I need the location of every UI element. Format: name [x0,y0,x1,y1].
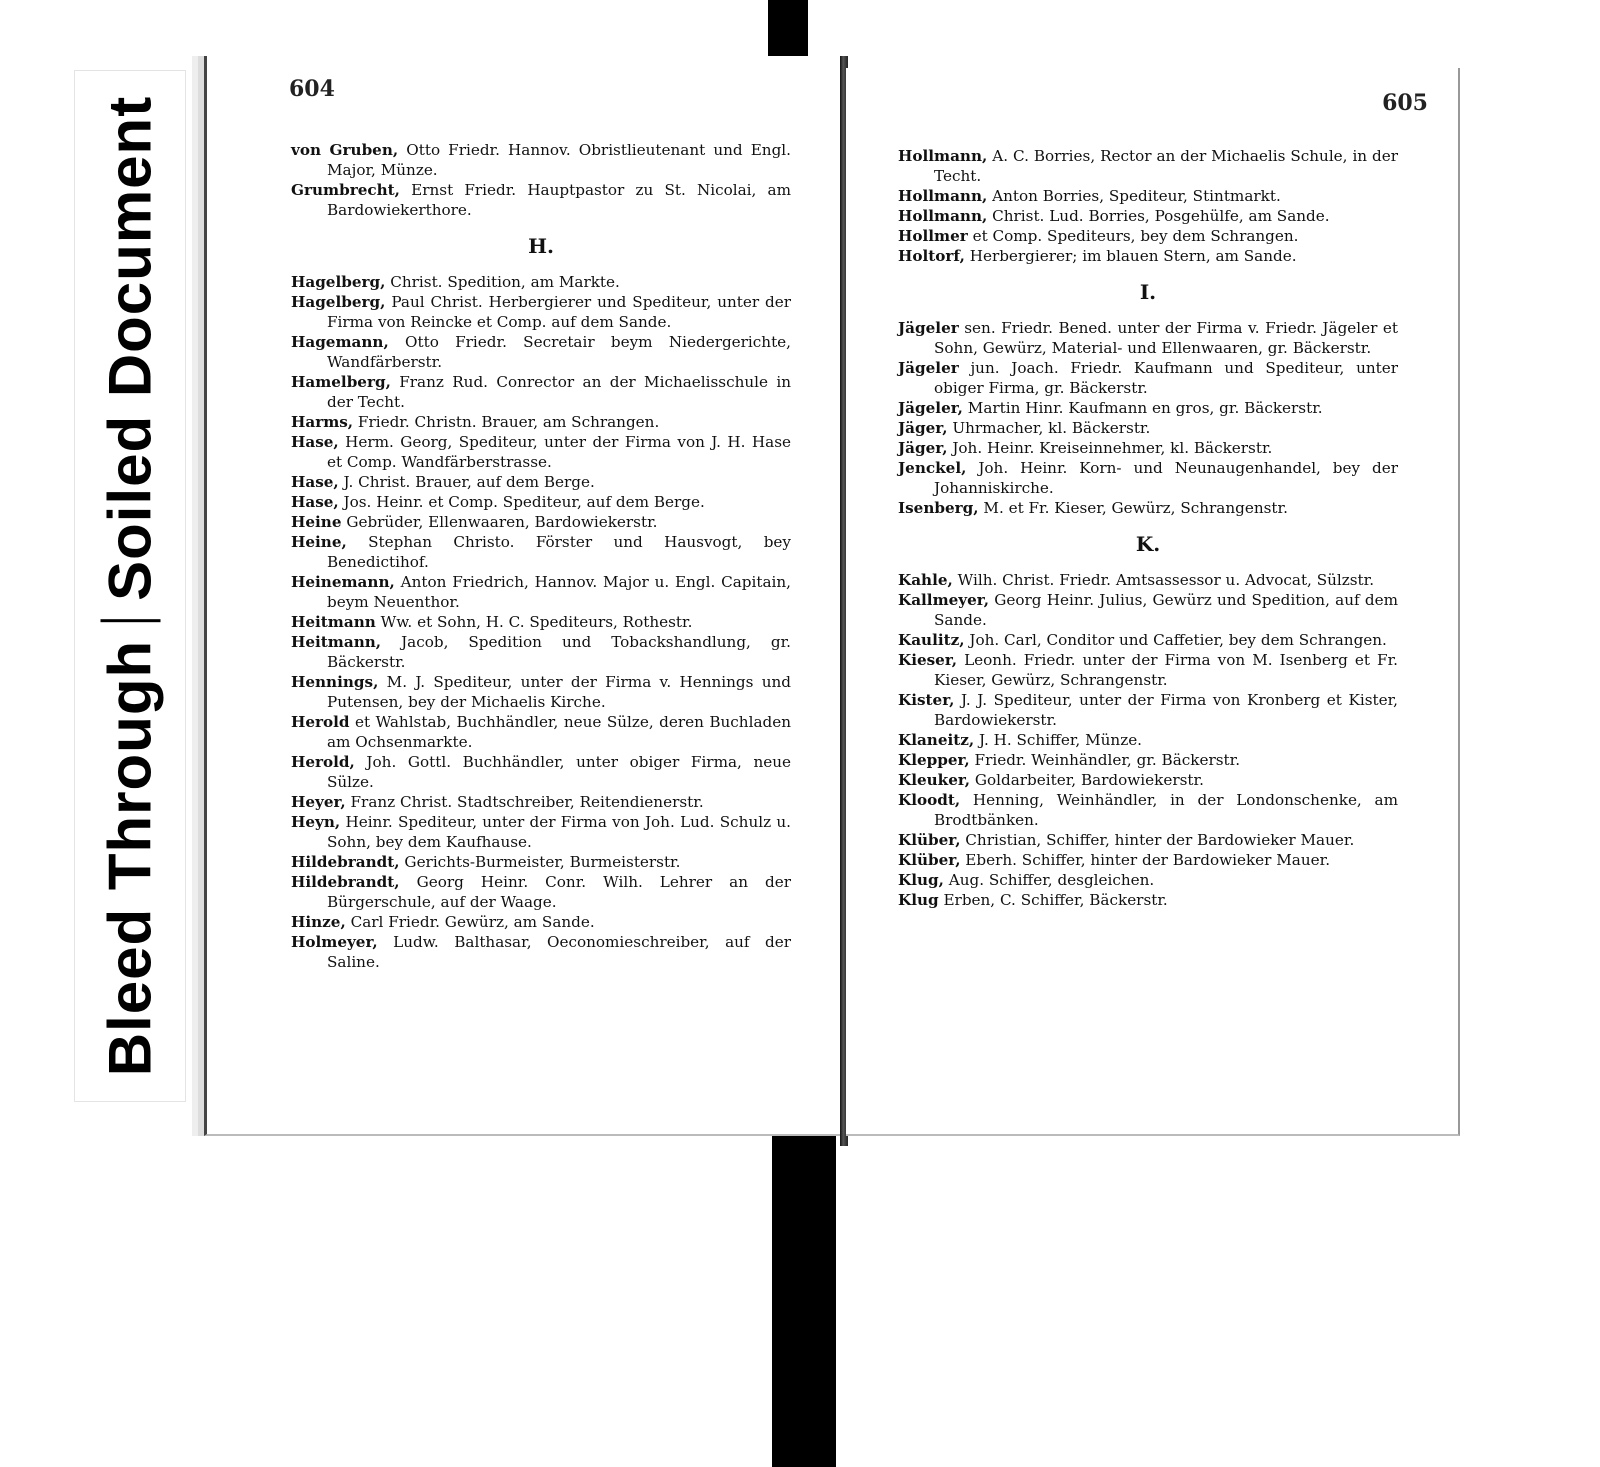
directory-entry [898,358,1398,398]
entry-name: Hildebrandt, [291,873,400,891]
directory-entry [898,590,1398,630]
entry-details: Franz Christ. Stadtschreiber, Reitendienerstr. [345,793,704,811]
entry-name: Herold, [291,753,355,771]
entry-name: Klaneitz, [898,731,975,749]
directory-entry [291,612,791,632]
left-page-column [291,140,791,972]
directory-entry [291,432,791,472]
entry-details: Georg Heinr. Julius, Gewürz und Spedition, auf dem Sande. [934,591,1398,629]
entry-name: Klug [898,891,939,909]
entry-name: Klüber, [898,831,961,849]
entry-details: Stephan Christo. Förster und Hausvogt, bey Benedictihof. [327,533,791,571]
directory-entry [291,812,791,852]
left-page-number: 604 [289,76,335,102]
bleed-through-label: Bleed Through [96,639,164,1077]
directory-entry [291,472,791,492]
entry-details: Joh. Carl, Conditor und Caffetier, bey dem Schrangen. [964,631,1387,649]
right-page-number: 605 [1382,90,1428,116]
directory-entry [898,398,1398,418]
right-page-column [898,146,1398,910]
entry-name: Kieser, [898,651,958,669]
entry-name: Hennings, [291,673,379,691]
entry-details: Friedr. Weinhändler, gr. Bäckerstr. [969,751,1241,769]
entry-details: Anton Borries, Spediteur, Stintmarkt. [987,187,1281,205]
entry-details: Jacob, Spedition und Tobackshandlung, gr. Bäckerstr. [327,633,791,671]
document-status-label [74,70,186,1102]
entry-name: Heine, [291,533,347,551]
entry-details: Ernst Friedr. Hauptpastor zu St. Nicolai, am Bardowiekerthore. [327,181,791,219]
entry-name: Hagemann, [291,333,389,351]
directory-entry [291,792,791,812]
entry-name: Kloodt, [898,791,961,809]
directory-entry [291,712,791,752]
directory-entry [291,912,791,932]
entry-details: Wilh. Christ. Friedr. Amtsassessor u. Advocat, Sülzstr. [952,571,1375,589]
entry-name: Heine [291,513,342,531]
directory-entry [898,750,1398,770]
entry-name: Hollmann, [898,147,988,165]
directory-entry [898,206,1398,226]
directory-entry [291,672,791,712]
entry-name: Klüber, [898,851,961,869]
entry-name: Hollmann, [898,187,988,205]
directory-entry [898,630,1398,650]
directory-entry [898,730,1398,750]
directory-entry [291,872,791,912]
entry-name: Holtorf, [898,247,965,265]
entry-name: Hollmann, [898,207,988,225]
entry-name: von Gruben, [291,141,399,159]
entry-details: Joh. Heinr. Korn- und Neunaugenhandel, bey der Johanniskirche. [934,459,1398,497]
directory-entry [898,438,1398,458]
entry-details: Jos. Heinr. et Comp. Spediteur, auf dem Berge. [338,493,705,511]
directory-entry [291,332,791,372]
entry-details: Herbergierer; im blauen Stern, am Sande. [964,247,1297,265]
entry-details: Joh. Gottl. Buchhändler, unter obiger Firma, neue Sülze. [327,753,791,791]
entry-name: Heitmann [291,613,376,631]
directory-entry [898,226,1398,246]
entry-name: Jäger, [898,419,948,437]
entry-details: Carl Friedr. Gewürz, am Sande. [345,913,595,931]
entry-details: A. C. Borries, Rector an der Michaelis Schule, in der Techt. [934,147,1398,185]
directory-entry [291,412,791,432]
soiled-document-label: Soiled Document [96,95,164,601]
entry-details: Heinr. Spediteur, unter der Firma von Joh. Lud. Schulz u. Sohn, bey dem Kaufhause. [327,813,791,851]
label-separator [100,619,160,622]
entry-name: Kister, [898,691,955,709]
directory-entry [898,850,1398,870]
directory-entry [898,186,1398,206]
directory-entry [291,572,791,612]
left-page [204,56,847,1136]
entry-details: jun. Joach. Friedr. Kaufmann und Spediteur, unter obiger Firma, gr. Bäckerstr. [934,359,1398,397]
entry-details: Leonh. Friedr. unter der Firma von M. Isenberg et Fr. Kieser, Gewürz, Schrangenstr. [934,651,1398,689]
directory-entry [898,498,1398,518]
entry-name: Heyn, [291,813,341,831]
directory-entry [291,752,791,792]
section-letter-heading: H. [528,234,554,258]
entry-details: J. J. Spediteur, unter der Firma von Kronberg et Kister, Bardowiekerstr. [934,691,1398,729]
entry-name: Hinze, [291,913,346,931]
entry-details: sen. Friedr. Bened. unter der Firma v. Friedr. Jägeler et Sohn, Gewürz, Material- und Ellenwaaren, gr. Bäckerstr. [934,319,1398,357]
entry-name: Hagelberg, [291,293,386,311]
entry-name: Grumbrecht, [291,181,400,199]
entry-details: et Wahlstab, Buchhändler, neue Sülze, deren Buchladen am Ochsenmarkte. [327,713,791,751]
right-page [846,68,1460,1136]
directory-entry [898,830,1398,850]
entry-name: Heitmann, [291,633,382,651]
directory-entry [898,570,1398,590]
directory-entry [898,246,1398,266]
document-status-text [96,96,165,1076]
entry-name: Jägeler [898,359,959,377]
entry-details: Joh. Heinr. Kreiseinnehmer, kl. Bäckerstr. [947,439,1273,457]
entry-details: Friedr. Christn. Brauer, am Schrangen. [353,413,660,431]
entry-name: Hamelberg, [291,373,391,391]
directory-entry [291,492,791,512]
directory-entry [291,272,791,292]
entry-name: Hagelberg, [291,273,386,291]
entry-details: Otto Friedr. Hannov. Obristlieutenant und Engl. Major, Münze. [327,141,791,179]
entry-name: Hildebrandt, [291,853,400,871]
directory-entry [898,870,1398,890]
entry-name: Klepper, [898,751,970,769]
entry-details: Ww. et Sohn, H. C. Spediteurs, Rothestr. [375,613,693,631]
entry-name: Heyer, [291,793,346,811]
entry-name: Jenckel, [898,459,967,477]
entry-details: Goldarbeiter, Bardowiekerstr. [970,771,1204,789]
entry-name: Harms, [291,413,354,431]
directory-entry [898,890,1398,910]
scanner-clamp-bottom [772,1134,836,1467]
entry-name: Heinemann, [291,573,395,591]
entry-details: Eberh. Schiffer, hinter der Bardowieker Mauer. [960,851,1331,869]
entry-name: Hase, [291,493,339,511]
directory-entry [898,790,1398,830]
entry-details: Christ. Lud. Borries, Posgehülfe, am Sande. [987,207,1330,225]
entry-details: M. et Fr. Kieser, Gewürz, Schrangenstr. [978,499,1288,517]
directory-entry [291,292,791,332]
entry-name: Isenberg, [898,499,979,517]
entry-details: Uhrmacher, kl. Bäckerstr. [947,419,1151,437]
entry-details: J. Christ. Brauer, auf dem Berge. [338,473,595,491]
directory-entry [898,650,1398,690]
directory-entry [291,180,791,220]
entry-details: Christian, Schiffer, hinter der Bardowieker Mauer. [960,831,1355,849]
directory-entry [291,852,791,872]
entry-details: Franz Rud. Conrector an der Michaelisschule in der Techt. [327,373,791,411]
entry-details: et Comp. Spediteurs, bey dem Schrangen. [967,227,1299,245]
section-letter-heading: I. [1139,280,1157,304]
directory-entry [291,932,791,972]
directory-entry [291,532,791,572]
directory-entry [291,632,791,672]
entry-details: Anton Friedrich, Hannov. Major u. Engl. Capitain, beym Neuenthor. [327,573,791,611]
entry-details: Paul Christ. Herbergierer und Spediteur, unter der Firma von Reincke et Comp. auf dem Sande. [327,293,791,331]
entry-details: Gebrüder, Ellenwaaren, Bardowiekerstr. [341,513,658,531]
directory-entry [898,318,1398,358]
entry-name: Klug, [898,871,944,889]
directory-entry [898,146,1398,186]
entry-details: Otto Friedr. Secretair beym Niedergerichte, Wandfärberstr. [327,333,791,371]
entry-name: Herold [291,713,350,731]
section-letter-heading: K. [1135,532,1161,556]
entry-details: M. J. Spediteur, unter der Firma v. Hennings und Putensen, bey der Michaelis Kirche. [327,673,791,711]
entry-details: Ludw. Balthasar, Oeconomieschreiber, auf der Saline. [327,933,791,971]
entry-details: Christ. Spedition, am Markte. [385,273,620,291]
entry-details: Herm. Georg, Spediteur, unter der Firma von J. H. Hase et Comp. Wandfärberstrasse. [327,433,791,471]
entry-name: Kleuker, [898,771,971,789]
entry-name: Jägeler, [898,399,963,417]
entry-details: J. H. Schiffer, Münze. [974,731,1143,749]
entry-details: Erben, C. Schiffer, Bäckerstr. [938,891,1168,909]
directory-entry [898,770,1398,790]
directory-entry [291,512,791,532]
directory-entry [898,458,1398,498]
directory-entry [291,140,791,180]
directory-entry [291,372,791,412]
entry-details: Martin Hinr. Kaufmann en gros, gr. Bäckerstr. [962,399,1323,417]
entry-name: Hase, [291,433,339,451]
entry-name: Holmeyer, [291,933,378,951]
directory-entry [898,418,1398,438]
entry-name: Kallmeyer, [898,591,989,609]
entry-name: Jägeler [898,319,959,337]
entry-details: Henning, Weinhändler, in der Londonschenke, am Brodtbänken. [934,791,1398,829]
entry-details: Gerichts-Burmeister, Burmeisterstr. [399,853,681,871]
directory-entry [898,690,1398,730]
open-book [196,48,1462,1150]
entry-details: Georg Heinr. Conr. Wilh. Lehrer an der Bürgerschule, auf der Waage. [327,873,791,911]
entry-name: Kahle, [898,571,953,589]
entry-name: Kaulitz, [898,631,965,649]
entry-details: Aug. Schiffer, desgleichen. [943,871,1155,889]
entry-name: Jäger, [898,439,948,457]
entry-name: Hollmer [898,227,968,245]
entry-name: Hase, [291,473,339,491]
